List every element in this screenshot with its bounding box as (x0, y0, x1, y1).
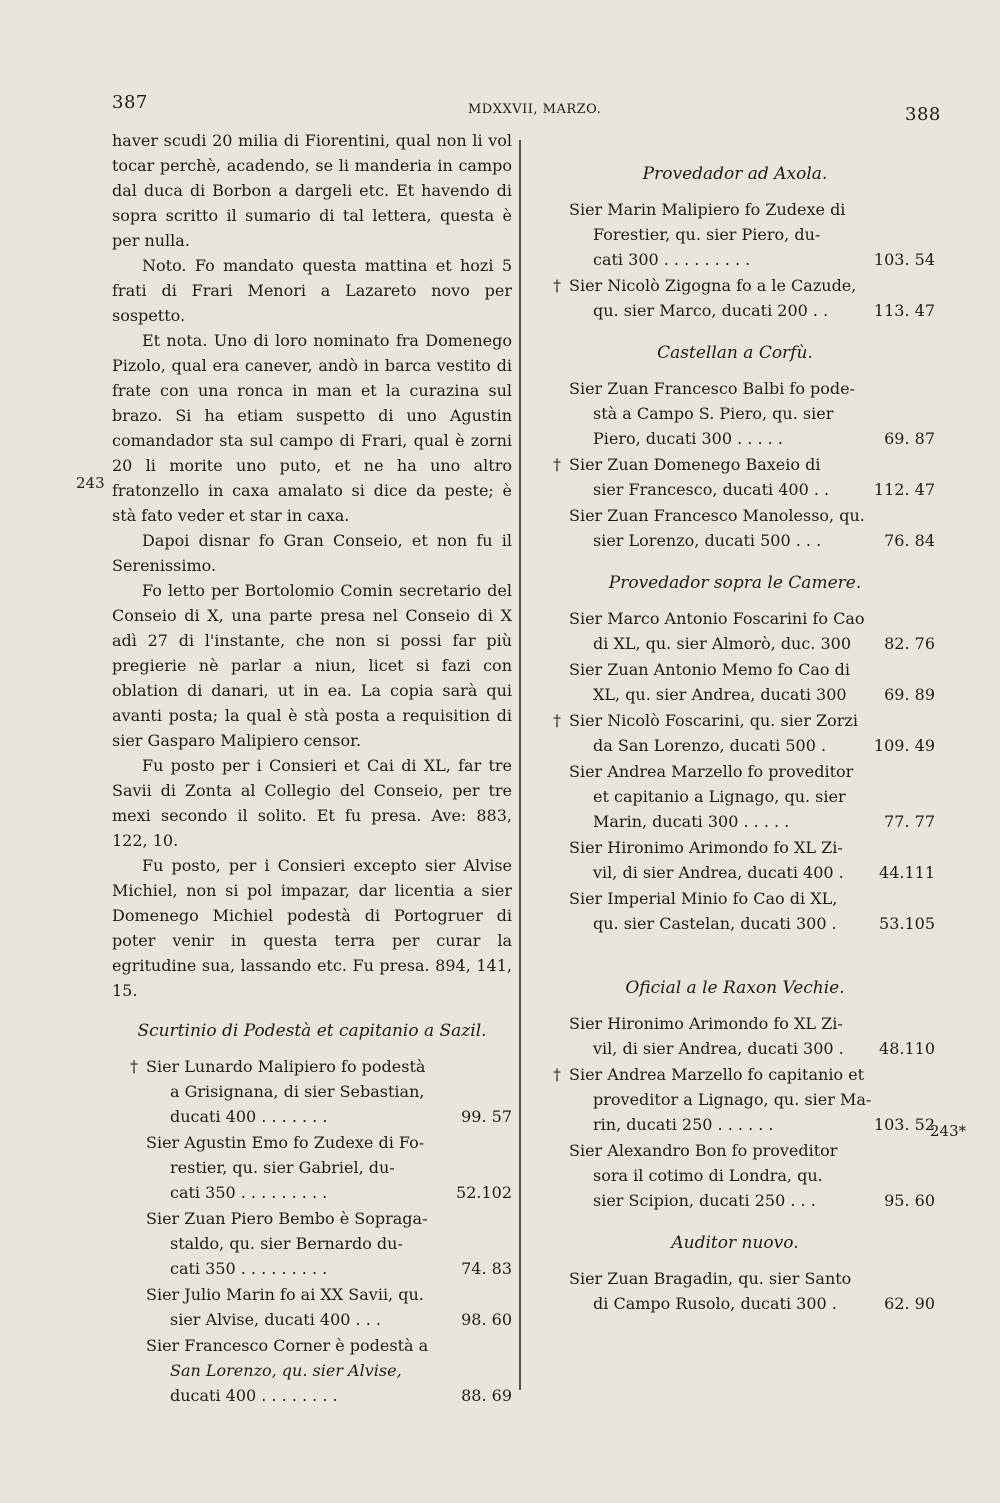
vote-count: 109. 49 (873, 736, 935, 755)
running-title: MDXXVII, MARZO. (468, 102, 602, 117)
left-column (112, 128, 512, 1409)
entry-last-line: qu. sier Castelan, ducati 300 . (593, 914, 837, 933)
entry-name: Sier Zuan Antonio Memo fo Cao di (569, 660, 850, 679)
entry-last-line: XL, qu. sier Andrea, ducati 300 (593, 685, 847, 704)
entry-continuation: San Lorenzo, qu. sier Alvise, (170, 1361, 402, 1380)
elected-cross-icon: † (553, 455, 561, 474)
elected-cross-icon: † (130, 1057, 138, 1076)
vote-count: 113. 47 (873, 301, 935, 320)
ballot-entry (535, 1062, 935, 1137)
ballot-entry (535, 1266, 935, 1316)
entry-name: Sier Julio Marin fo ai XX Savii, qu. (146, 1285, 424, 1304)
entry-last-line: da San Lorenzo, ducati 500 . (593, 736, 827, 755)
elected-cross-icon: † (553, 711, 561, 730)
ballot-entry (112, 1054, 512, 1129)
section-title: Scurtinio di Podestà et capitanio a Sazil. (137, 1021, 487, 1041)
column-divider (519, 140, 521, 1390)
paragraph: Fu posto, per i Consieri excepto sier Alvise Michiel, non si pol impazar, dar licentia a sier Domenego Michiel podestà di Portogruer di poter venir in questa terra per curar la egritudine sua, lassando etc. Fu presa. 894, 141, 15. (112, 856, 512, 1000)
entry-name: Sier Zuan Francesco Manolesso, qu. (569, 506, 865, 525)
entry-continuation: sora il cotimo di Londra, qu. (593, 1166, 823, 1185)
margin-number-left: 243 (76, 474, 105, 492)
entry-name: Sier Agustin Emo fo Zudexe di Fo- (146, 1133, 425, 1152)
ballot-entry (535, 708, 935, 758)
vote-count: 62. 90 (884, 1294, 935, 1313)
entry-continuation: a Grisignana, di sier Sebastian, (170, 1082, 425, 1101)
ballot-entry (535, 376, 935, 451)
section-title: Provedador sopra le Camere. (608, 573, 862, 593)
ballot-entry (112, 1333, 512, 1408)
vote-count: 69. 87 (884, 429, 935, 448)
vote-count: 76. 84 (884, 531, 935, 550)
vote-count: 74. 83 (461, 1259, 512, 1278)
entry-last-line: cati 300 . . . . . . . . . (593, 250, 751, 269)
ballot-entry (112, 1206, 512, 1281)
entry-name: Sier Alexandro Bon fo proveditor (569, 1141, 838, 1160)
elected-cross-icon: † (553, 276, 561, 295)
entry-name: Sier Francesco Corner è podestà a (146, 1336, 429, 1355)
vote-count: 98. 60 (461, 1310, 512, 1329)
entry-last-line: vil, di sier Andrea, ducati 400 . (593, 863, 844, 882)
paragraph: Et nota. Uno di loro nominato fra Domenego Pizolo, qual era canever, andò in barca vestito di frate con una ronca in man et la curazina sul brazo. Si ha etiam suspetto di uno Agustin comandador sta sul campo di Frari, qual è zorni 20 li morite uno puto, et ne ha uno altro fratonzello in caxa amalato si dice da peste; è stà fato veder et star in caxa. (112, 331, 512, 525)
entry-last-line: qu. sier Marco, ducati 200 . . (593, 301, 829, 320)
vote-count: 53.105 (879, 914, 935, 933)
paragraph: Fu posto per i Consieri et Cai di XL, far tre Savii di Zonta al Collegio del Conseio, per tre mexi secondo il solito. Et fu presa. Ave: 883, 122, 10. (112, 756, 512, 850)
ballot-entry (535, 657, 935, 707)
entry-name: Sier Andrea Marzello fo proveditor (569, 762, 854, 781)
entry-name: Sier Hironimo Arimondo fo XL Zi- (569, 838, 843, 857)
section-title: Provedador ad Axola. (642, 164, 828, 184)
ballot-entry (535, 886, 935, 936)
vote-count: 77. 77 (884, 812, 935, 831)
entry-continuation: proveditor a Lignago, qu. sier Ma- (593, 1090, 872, 1109)
section-title: Oficial a le Raxon Vechie. (625, 978, 845, 998)
ballot-entry (535, 273, 935, 323)
entry-name: Sier Andrea Marzello fo capitanio et (569, 1065, 865, 1084)
vote-count: 82. 76 (884, 634, 935, 653)
vote-count: 69. 89 (884, 685, 935, 704)
entry-last-line: ducati 400 . . . . . . . . (170, 1386, 338, 1405)
vote-count: 48.110 (879, 1039, 935, 1058)
ballot-entry (535, 835, 935, 885)
entry-last-line: sier Alvise, ducati 400 . . . (170, 1310, 381, 1329)
vote-count: 44.111 (879, 863, 935, 882)
entry-continuation: stà a Campo S. Piero, qu. sier (593, 404, 834, 423)
ballot-entry (535, 1011, 935, 1061)
entry-last-line: Marin, ducati 300 . . . . . (593, 812, 790, 831)
entry-continuation: Forestier, qu. sier Piero, du- (593, 225, 821, 244)
vote-count: 112. 47 (873, 480, 935, 499)
entry-last-line: di XL, qu. sier Almorò, duc. 300 (593, 634, 852, 653)
entry-last-line: cati 350 . . . . . . . . . (170, 1259, 328, 1278)
page-number-left: 387 (112, 92, 148, 113)
ballot-entry (535, 1138, 935, 1213)
entry-last-line: cati 350 . . . . . . . . . (170, 1183, 328, 1202)
vote-count: 52.102 (456, 1183, 512, 1202)
ballot-entry (535, 759, 935, 834)
elected-cross-icon: † (553, 1065, 561, 1084)
paragraph: Fo letto per Bortolomio Comin secretario del Conseio di X, una parte presa nel Conseio di X adì 27 di l'instante, che non si possi far più pregierie nè parlar a niun, licet si fazi con oblation di danari, ut in ea. La copia sarà qui avanti posta; la qual è stà posta a requisition di sier Gasparo Malipiero censor. (112, 581, 512, 750)
entry-last-line: rin, ducati 250 . . . . . . (593, 1115, 774, 1134)
right-column (535, 162, 935, 1317)
entry-last-line: vil, di sier Andrea, ducati 300 . (593, 1039, 844, 1058)
page-number-right: 388 (905, 104, 941, 125)
entry-last-line: Piero, ducati 300 . . . . . (593, 429, 783, 448)
entry-name: Sier Hironimo Arimondo fo XL Zi- (569, 1014, 843, 1033)
entry-name: Sier Zuan Domenego Baxeio di (569, 455, 821, 474)
entry-name: Sier Lunardo Malipiero fo podestà (146, 1057, 426, 1076)
vote-count: 103. 52 (873, 1115, 935, 1134)
entry-last-line: di Campo Rusolo, ducati 300 . (593, 1294, 837, 1313)
ballot-entry (112, 1282, 512, 1332)
paragraph: Dapoi disnar fo Gran Conseio, et non fu il Serenissimo. (112, 531, 512, 575)
margin-number-right: 243* (930, 1122, 967, 1140)
entry-name: Sier Nicolò Zigogna fo a le Cazude, (569, 276, 857, 295)
entry-name: Sier Imperial Minio fo Cao di XL, (569, 889, 838, 908)
entry-name: Sier Nicolò Foscarini, qu. sier Zorzi (569, 711, 858, 730)
entry-last-line: sier Scipion, ducati 250 . . . (593, 1191, 816, 1210)
entry-last-line: sier Lorenzo, ducati 500 . . . (593, 531, 822, 550)
ballot-entry (535, 197, 935, 272)
ballot-entry (535, 503, 935, 553)
entry-continuation: restier, qu. sier Gabriel, du- (170, 1158, 395, 1177)
entry-name: Sier Zuan Piero Bembo è Sopraga- (146, 1209, 428, 1228)
vote-count: 88. 69 (461, 1386, 512, 1405)
section-title: Auditor nuovo. (671, 1233, 799, 1253)
entry-last-line: ducati 400 . . . . . . . (170, 1107, 328, 1126)
entry-last-line: sier Francesco, ducati 400 . . (593, 480, 830, 499)
paragraph: Noto. Fo mandato questa mattina et hozi 5 frati di Frari Menori a Lazareto novo per sospetto. (112, 256, 512, 325)
entry-name: Sier Marin Malipiero fo Zudexe di (569, 200, 846, 219)
entry-continuation: staldo, qu. sier Bernardo du- (170, 1234, 403, 1253)
entry-name: Sier Zuan Francesco Balbi fo pode- (569, 379, 856, 398)
vote-count: 95. 60 (884, 1191, 935, 1210)
vote-count: 99. 57 (461, 1107, 512, 1126)
ballot-entry (535, 452, 935, 502)
ballot-entry (112, 1130, 512, 1205)
entry-name: Sier Marco Antonio Foscarini fo Cao (569, 609, 865, 628)
entry-name: Sier Zuan Bragadin, qu. sier Santo (569, 1269, 852, 1288)
vote-count: 103. 54 (873, 250, 935, 269)
ballot-entry (535, 606, 935, 656)
paragraph: haver scudi 20 milia di Fiorentini, qual non li vol tocar perchè, acadendo, se li manderia in campo dal duca di Borbon a dargeli etc. Et havendo di sopra scritto il sumario di tal lettera, questa è per nulla. (112, 131, 512, 250)
entry-continuation: et capitanio a Lignago, qu. sier (593, 787, 846, 806)
section-title: Castellan a Corfù. (657, 343, 813, 363)
